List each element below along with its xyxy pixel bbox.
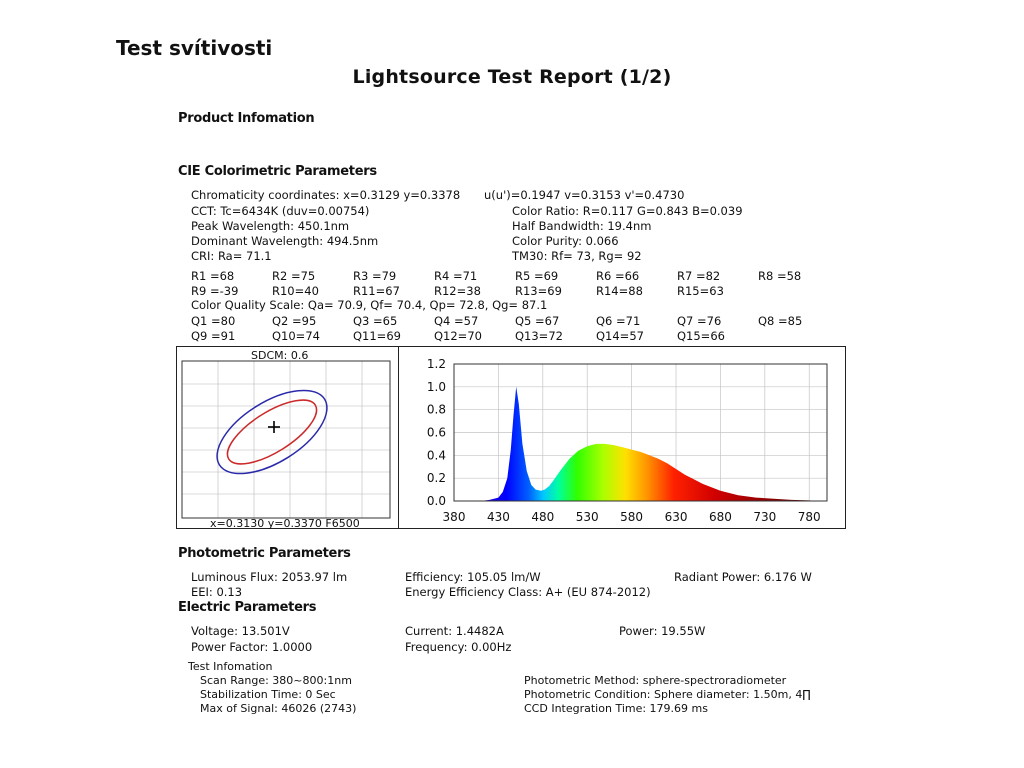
tm30-value: TM30: Rf= 73, Rg= 92 <box>512 249 642 263</box>
r-value: R15=63 <box>677 284 724 298</box>
r-value: R4 =71 <box>434 269 478 283</box>
color-purity: Color Purity: 0.066 <box>512 234 619 248</box>
eei-value: EEI: 0.13 <box>191 585 243 599</box>
q-value: Q12=70 <box>434 329 482 343</box>
max-of-signal: Max of Signal: 46026 (2743) <box>200 702 357 715</box>
luminous-flux: Luminous Flux: 2053.97 lm <box>191 570 348 584</box>
test-info-heading: Test Infomation <box>188 660 273 673</box>
photometric-method: Photometric Method: sphere-spectroradiometer <box>524 674 787 687</box>
chromaticity-coordinates: Chromaticity coordinates: x=0.3129 y=0.3378 <box>191 188 461 202</box>
r-value: R14=88 <box>596 284 643 298</box>
half-bandwidth: Half Bandwidth: 19.4nm <box>512 219 652 233</box>
sdcm-ellipse-chart <box>176 346 398 529</box>
scan-range: Scan Range: 380~800:1nm <box>200 674 352 687</box>
q-value: Q5 =67 <box>515 314 560 328</box>
dominant-wavelength: Dominant Wavelength: 494.5nm <box>191 234 379 248</box>
spectrum-chart <box>399 346 845 529</box>
color-quality-scale: Color Quality Scale: Qa= 70.9, Qf= 70.4, Qp= 72.8, Qg= 87.1 <box>191 298 548 312</box>
q-value: Q10=74 <box>272 329 320 343</box>
x-tick-label: 430 <box>486 510 510 524</box>
y-tick-label: 1.0 <box>426 379 446 394</box>
cie-heading: CIE Colorimetric Parameters <box>178 164 377 179</box>
r-value: R8 =58 <box>758 269 802 283</box>
y-tick-label: 0.0 <box>426 494 446 508</box>
photometric-heading: Photometric Parameters <box>178 546 351 561</box>
ccd-integration-time: CCD Integration Time: 179.69 ms <box>524 702 708 715</box>
x-tick-label: 680 <box>708 510 732 524</box>
y-tick-label: 0.2 <box>426 471 446 486</box>
r-value: R13=69 <box>515 284 562 298</box>
q-value: Q2 =95 <box>272 314 317 328</box>
q-value: Q3 =65 <box>353 314 398 328</box>
q-value: Q11=69 <box>353 329 401 343</box>
x-tick-label: 630 <box>664 510 688 524</box>
efficiency: Efficiency: 105.05 lm/W <box>405 570 541 584</box>
uv-coordinates: u(u')=0.1947 v=0.3153 v'=0.4730 <box>484 188 685 202</box>
voltage: Voltage: 13.501V <box>191 624 290 638</box>
current: Current: 1.4482A <box>405 624 504 638</box>
outer-ellipse <box>204 374 341 491</box>
ellipse-plot-frame <box>182 361 390 518</box>
q-value: Q8 =85 <box>758 314 803 328</box>
q-value: Q14=57 <box>596 329 644 343</box>
y-tick-label: 0.4 <box>426 448 446 463</box>
electric-heading: Electric Parameters <box>178 600 317 615</box>
r-value: R6 =66 <box>596 269 640 283</box>
r-value: R1 =68 <box>191 269 235 283</box>
report-title: Lightsource Test Report (1/2) <box>352 66 672 88</box>
q-value: Q9 =91 <box>191 329 236 343</box>
product-info-heading: Product Infomation <box>178 111 315 126</box>
r-value: R3 =79 <box>353 269 397 283</box>
x-tick-label: 730 <box>753 510 777 524</box>
stabilization-time: Stabilization Time: 0 Sec <box>200 688 336 701</box>
chromaticity-point-marker <box>268 421 280 433</box>
r-value: R7 =82 <box>677 269 721 283</box>
y-tick-label: 0.8 <box>426 402 446 417</box>
q-value: Q15=66 <box>677 329 725 343</box>
page-heading: Test svítivosti <box>116 36 273 60</box>
r-value: R2 =75 <box>272 269 316 283</box>
x-tick-label: 480 <box>531 510 555 524</box>
radiant-power: Radiant Power: 6.176 W <box>674 570 812 584</box>
power-factor: Power Factor: 1.0000 <box>191 640 313 654</box>
x-tick-label: 380 <box>442 510 466 524</box>
spectrum-area <box>454 387 818 501</box>
q-value: Q1 =80 <box>191 314 236 328</box>
cri-value: CRI: Ra= 71.1 <box>191 249 272 263</box>
r-value: R9 =-39 <box>191 284 239 298</box>
y-tick-label: 0.6 <box>426 425 446 440</box>
inner-ellipse <box>218 388 326 476</box>
q-value: Q4 =57 <box>434 314 479 328</box>
r-value: R12=38 <box>434 284 481 298</box>
peak-wavelength: Peak Wavelength: 450.1nm <box>191 219 350 233</box>
sdcm-label: SDCM: 0.6 <box>251 349 309 362</box>
ellipse-coords-label: x=0.3130 y=0.3370 F6500 <box>210 517 360 529</box>
photometric-condition: Photometric Condition: Sphere diameter: 1.50m, 4∏ <box>524 688 811 701</box>
frequency: Frequency: 0.00Hz <box>405 640 512 654</box>
energy-efficiency-class: Energy Efficiency Class: A+ (EU 874-2012) <box>405 585 651 599</box>
power: Power: 19.55W <box>619 624 706 638</box>
color-ratio: Color Ratio: R=0.117 G=0.843 B=0.039 <box>512 204 743 218</box>
q-value: Q7 =76 <box>677 314 722 328</box>
r-value: R5 =69 <box>515 269 559 283</box>
ellipse-grid <box>182 361 390 518</box>
cct-value: CCT: Tc=6434K (duv=0.00754) <box>191 204 370 218</box>
r-value: R10=40 <box>272 284 319 298</box>
q-value: Q13=72 <box>515 329 563 343</box>
x-tick-label: 780 <box>797 510 821 524</box>
y-tick-label: 1.2 <box>426 357 446 371</box>
q-value: Q6 =71 <box>596 314 641 328</box>
r-value: R11=67 <box>353 284 400 298</box>
x-tick-label: 580 <box>620 510 644 524</box>
x-tick-label: 530 <box>575 510 599 524</box>
